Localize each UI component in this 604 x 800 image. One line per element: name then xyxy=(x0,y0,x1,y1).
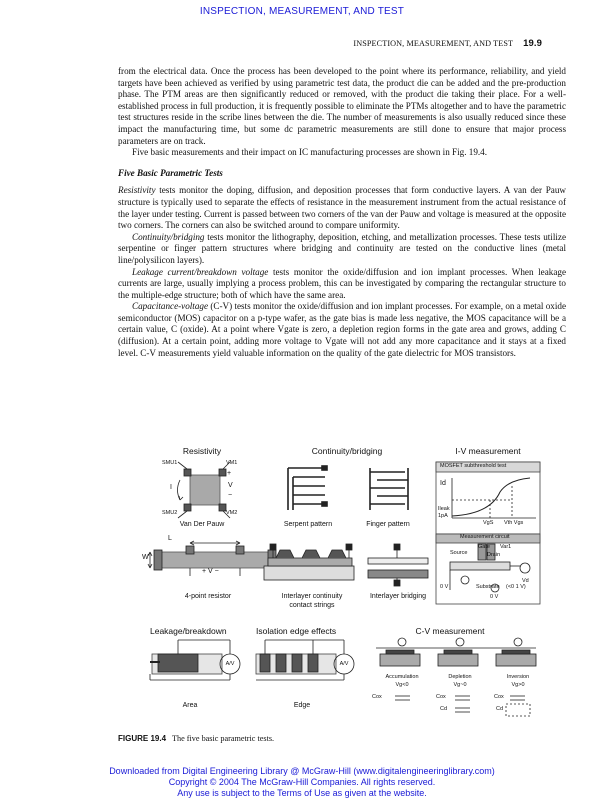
figure-drawing xyxy=(140,440,544,724)
zero-volt-label: 0 V xyxy=(440,584,449,590)
cox-label-2: Cox xyxy=(436,694,446,700)
running-head xyxy=(353,38,542,49)
paragraph-cv xyxy=(118,301,566,359)
term-cv: Capacitance-voltage xyxy=(132,301,209,312)
bridging-caption: Interlayer bridging xyxy=(369,593,427,600)
substrate-voltage-label: (<0 1 V) xyxy=(506,584,526,590)
figure-caption xyxy=(118,734,274,743)
interlayer-bridging xyxy=(368,544,428,586)
isolation-title: Isolation edge effects xyxy=(256,626,337,636)
footer-line-2: Copyright © 2004 The McGraw-Hill Companies. All rights reserved. xyxy=(168,777,436,787)
cox-label-3: Cox xyxy=(494,694,504,700)
figure-caption-label: FIGURE 19.4 xyxy=(118,734,167,743)
plus-label: + xyxy=(227,470,232,477)
text-cv: (C-V) tests monitor the oxide/diffusion and ion implant processes. For example, on a metal oxide semiconductor (MOS) capacitor on a p-type wafer, as the gate bias is made less negative, the MOS capacitance will be a certain value, C (oxide). At a point where Vgate is zero, a depletion region forms in the gate area and grows, adding C (diffusion). At a certain point, adding more voltage to Vgate will not add any more capacitance and it stays at a fixed level. C-V measurements yield valuable information on the quality of the gate dielectric for MOS transistors. xyxy=(118,301,566,358)
depletion-label: Depletion xyxy=(448,674,472,680)
interlayer-caption-2: contact strings xyxy=(289,602,335,609)
smu1-label: SMU1 xyxy=(162,460,178,466)
isolation-edge-structure xyxy=(256,640,354,680)
text-resistivity: tests monitor the doping, diffusion, and deposition processes that form conductive layers. A van der Pauw structure is typically used to separate the effects of resistance in the measurement instrument from the actual resistance of the layer under testing. Current is passed between two corners of the van der Pauw and voltage is measured at the opposite two corners. The corners can also be switched around to compare uniformity. xyxy=(118,185,566,231)
substrate-label: Substrate xyxy=(476,584,500,590)
inversion-voltage-label: Vg>0 xyxy=(511,682,525,688)
body-text xyxy=(118,66,566,359)
finger-caption: Finger pattern xyxy=(366,521,410,528)
leakage-area-structure xyxy=(150,640,240,680)
van-der-pauw-diagram xyxy=(178,462,231,518)
paragraph-1: from the electrical data. Once the process has been developed to the point where its performance, reliability, and yield targets have been achieved as verified by using parametric test data, the product die can be added and the pre-production phase. The PTM areas are then significantly reduced or removed, with the product die taking their place. For a well-established process in full production, it is frequently possible to eliminate the PTMs altogether and to have the parametric test structures reside in the scribe lines between the die. The number of measurements is also usually reduced since these impact the manufacturing time, but some dc parametric measurements are still done to ensure that major process parameters are on track. xyxy=(118,66,566,146)
ileak-value-label: 1pA xyxy=(438,513,448,519)
vm1-label: VM1 xyxy=(226,460,238,466)
var1-label: Var1 xyxy=(500,544,512,550)
subthreshold-label: MOSFET subthreshold test xyxy=(440,463,507,469)
paragraph-2: Five basic measurements and their impact on IC manufacturing processes are shown in Fig. 19.4. xyxy=(132,147,488,158)
cv-title: C-V measurement xyxy=(415,626,485,636)
accumulation-voltage-label: Vg<0 xyxy=(395,682,409,688)
serpentine-caption: Serpent pattern xyxy=(283,521,333,528)
vm2-label: VM2 xyxy=(226,510,238,516)
running-head-title: INSPECTION, MEASUREMENT, AND TEST xyxy=(353,39,514,48)
paragraph-leakage xyxy=(118,267,566,302)
paragraph-continuity xyxy=(118,232,566,267)
cd-label-2: Cd xyxy=(440,706,448,712)
term-leakage: Leakage current/breakdown voltage xyxy=(132,266,269,277)
cox-label-1: Cox xyxy=(372,694,382,700)
resistivity-title: Resistivity xyxy=(182,446,222,456)
depletion-voltage-label: Vg~0 xyxy=(453,682,467,688)
interlayer-continuity xyxy=(264,544,354,580)
page-number: 19.9 xyxy=(523,38,542,49)
width-label: W xyxy=(142,554,149,561)
accumulation-label: Accumulation xyxy=(385,674,419,680)
vth-label: Vth Vgs xyxy=(504,520,524,526)
van-der-pauw-caption: Van Der Pauw xyxy=(179,521,225,528)
leakage-title: Leakage/breakdown xyxy=(150,626,227,636)
voltage-label: V xyxy=(228,482,233,489)
serpentine-pattern xyxy=(288,466,327,510)
footer xyxy=(0,766,604,799)
finger-pattern xyxy=(370,468,408,510)
figure-caption-text: The five basic parametric tests. xyxy=(172,734,275,743)
minus-label: − xyxy=(228,492,233,499)
vd-label: Vd xyxy=(522,578,529,584)
text-continuity: tests monitor the lithography, deposition, etching, and metallization processes. These tests utilize serpentine or finger pattern structures where bridging and continuity are tested on the conductive lines (metal line/polysilicon layers). xyxy=(118,231,566,265)
circuit-label: Measurement circuit xyxy=(460,534,510,540)
drain-label: Drain xyxy=(487,552,501,558)
iv-title: I-V measurement xyxy=(455,446,521,456)
isolation-meter-label: A/V xyxy=(339,661,349,667)
vgs-label: VgS xyxy=(483,520,494,526)
term-continuity: Continuity/bridging xyxy=(132,231,205,242)
term-resistivity: Resistivity xyxy=(118,185,156,196)
interlayer-caption-1: Interlayer continuity xyxy=(281,593,343,600)
length-label: L xyxy=(168,535,172,542)
continuity-title: Continuity/bridging xyxy=(311,446,383,456)
paragraph-resistivity xyxy=(118,185,566,231)
gate-label: Gate xyxy=(478,544,490,550)
footer-line-3[interactable]: Any use is subject to the Terms of Use as given at the website. xyxy=(177,788,427,798)
zero-volt-label-2: 0 V xyxy=(490,594,499,600)
voltage-sense-label: + V − xyxy=(202,568,219,575)
edge-caption: Edge xyxy=(293,702,311,709)
source-label: Source xyxy=(450,550,468,556)
cd-label-3: Cd xyxy=(496,706,504,712)
smu2-label: SMU2 xyxy=(162,510,178,516)
inversion-label: Inversion xyxy=(506,674,530,680)
text-leakage: tests monitor the oxide/diffusion and ion implant processes. When leakage currents are large, usually implying a process problem, this can be investigated by comparing the rectangular structure to the multiple-edge structure; both of which have the same area. xyxy=(118,266,566,300)
banner-title: INSPECTION, MEASUREMENT, AND TEST xyxy=(199,6,405,17)
leakage-meter-label: A/V xyxy=(225,661,235,667)
ileak-label: Ileak xyxy=(438,506,450,512)
id-label: Id xyxy=(440,480,446,487)
area-caption: Area xyxy=(182,702,198,709)
footer-line-1[interactable]: Downloaded from Digital Engineering Library @ McGraw-Hill (www.digitalengineeringlibrary.com) xyxy=(109,766,495,776)
section-heading: Five Basic Parametric Tests xyxy=(118,167,223,178)
current-label: I xyxy=(170,484,172,491)
figure-19-4 xyxy=(140,440,544,724)
four-point-caption: 4-point resistor xyxy=(184,593,232,600)
